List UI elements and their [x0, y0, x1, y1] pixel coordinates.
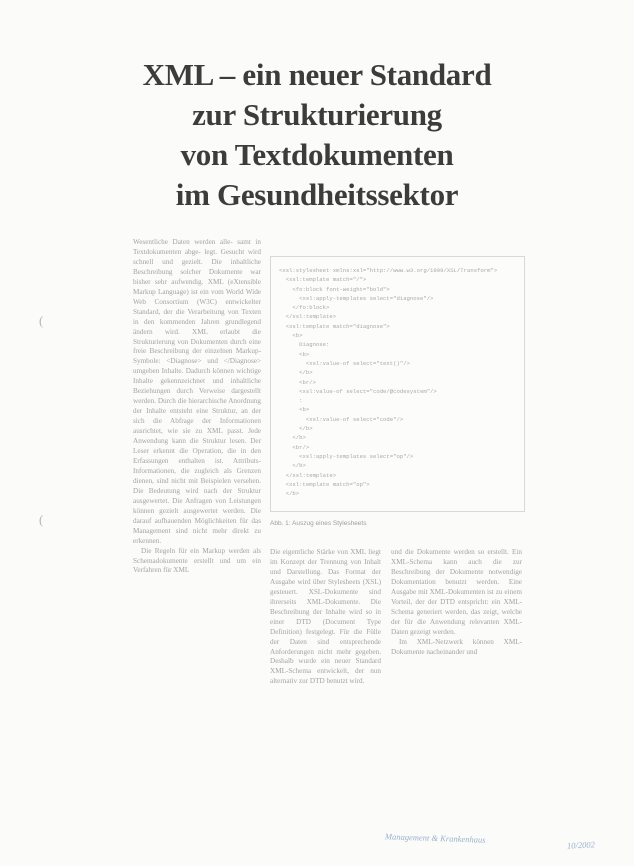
stylesheet-code — [271, 257, 524, 498]
title-line: XML – ein neuer Standard — [142, 57, 492, 92]
code-line: <xsl:template match="/"> — [279, 276, 367, 284]
figure-caption: Abb. 1: Auszug eines Stylesheets — [270, 520, 367, 527]
title-line: im Gesundheitssektor — [175, 177, 459, 212]
code-line: </b> — [279, 490, 300, 498]
paragraph: Im XML-Netzwerk können XML-Dokumente nacheinander und — [391, 637, 522, 656]
body-column-left — [133, 238, 261, 576]
code-line: <xsl:value-of select="code"/> — [279, 415, 404, 423]
handwritten-source-note: Management & Krankenhaus — [384, 831, 486, 845]
paragraph: Wesentliche Daten werden alle- samt in Textdokumenten abge- legt. Gesucht wird schnell und gezielt. Die inhaltliche Beschreibung solcher Dokumente war bisher sehr aufwendig. XML (eXtensible Markup Language) ist ein vom World Wide Web Consortium (W3C) entwickelter Standard, der die Verarbeitung von Texten in den kommenden Jahren grundlegend ändern wird. XML erlaubt die Strukturierung von Dokumenten durch eine freie Beschreibung der einzelnen Markup-Symbole: <Diagnose> und </Diagnose> umgeben Inhalte. Dadurch können wichtige Inhalte gekennzeichnet und inhaltliche Beziehungen durch Verweise dargestellt werden. Durch die hierarchische Anordnung der Inhalte entsteht eine Struktur, an der sich die Abfrage der Informationen ausrichtet, wie sie zu XML passt. Jede Anwendung kann die Struktur lesen. Der Leser erkennt die Operation, die in den Erfassungen enthalten ist. Attributs-Informationen, die zugleich als Grenzen dienen, sind nicht mit Beispielen versehen. Die Bedeutung wird nach der Struktur ausgewertet. Die Anfragen von Leistungen können gezielt ausgewertet werden. Die darauf aufbauenden Möglichkeiten für das Management sind nicht mehr direkt zu erkennen. — [133, 238, 261, 545]
code-line: </b> — [279, 462, 306, 470]
title-line: von Textdokumenten — [180, 137, 454, 172]
code-line: </b> — [279, 369, 313, 377]
code-line: <xsl:stylesheet xmlns:xsl="http://www.w3.org/1999/XSL/Transform"> — [279, 267, 498, 274]
code-line: <br/> — [279, 378, 316, 386]
handwritten-issue-code: 10/2002 — [566, 839, 596, 851]
code-line: <fo:block font-weight="bold"> — [279, 285, 390, 293]
code-line: </b> — [279, 434, 306, 442]
margin-mark: ( — [39, 313, 44, 328]
code-line: </xsl:template> — [279, 313, 337, 321]
article-title — [60, 55, 574, 215]
code-line: <br/> — [279, 443, 310, 451]
body-column-middle — [270, 548, 381, 687]
code-line: </xsl:template> — [279, 471, 337, 479]
code-figure — [270, 256, 525, 512]
paragraph: Die eigentliche Stärke von XML liegt im Konzept der Trennung von Inhalt und Darstellung. Das Format der Ausgabe wird über Stylesheets (XSL) gesteuert. XSL-Dokumente sind ihrerseits XML-Dokumente. Die Beschreibung der Inhalte wird so in einer DTD (Document Type Definition) festgelegt. Für die Fülle der Daten sind entsprechende Anforderungen nicht mehr gegeben. Deshalb wurde ein neuer Standard XML-Schema entwickelt, der nun alternativ zur DTD benutzt wird. — [270, 548, 381, 686]
code-line: <xsl:template match="diagnose"> — [279, 322, 390, 330]
code-line: <b> — [279, 406, 310, 414]
title-line: zur Strukturierung — [192, 97, 442, 132]
code-line: <xsl:apply-templates select="op"/> — [279, 452, 414, 460]
body-column-right — [391, 548, 522, 657]
code-line: <b> — [279, 332, 303, 340]
code-line: Diagnose: — [279, 341, 330, 349]
code-line: </fo:block> — [279, 304, 330, 312]
code-line: <b> — [279, 350, 310, 358]
margin-mark: ( — [39, 512, 44, 527]
code-line: <xsl:value-of select="code/@codesystem"/> — [279, 387, 437, 395]
code-line: <xsl:apply-templates select="diagnose"/> — [279, 294, 434, 302]
code-line: <xsl:template match="op"> — [279, 480, 370, 488]
code-line: <xsl:value-of select="text()"/> — [279, 359, 410, 367]
code-line: </b> — [279, 425, 313, 433]
paragraph: Die Regeln für ein Markup werden als Schemadokumente erstellt und um ein Verfahren für XML — [133, 546, 261, 575]
paragraph: und die Dokumente werden so erstellt. Ein XML-Schema kann auch die zur Beschreibung der Dokumente notwendige Dokumentation benutzt werden. Eine Ausgabe mit XML-Dokumenten ist zu einem Vorteil, der der DTD entspricht: ein XML-Schema generiert werden, das zeigt, welche der für die Anwendung relevanten XML-Daten gezeigt werden. — [391, 548, 522, 636]
code-line: : — [279, 397, 303, 405]
